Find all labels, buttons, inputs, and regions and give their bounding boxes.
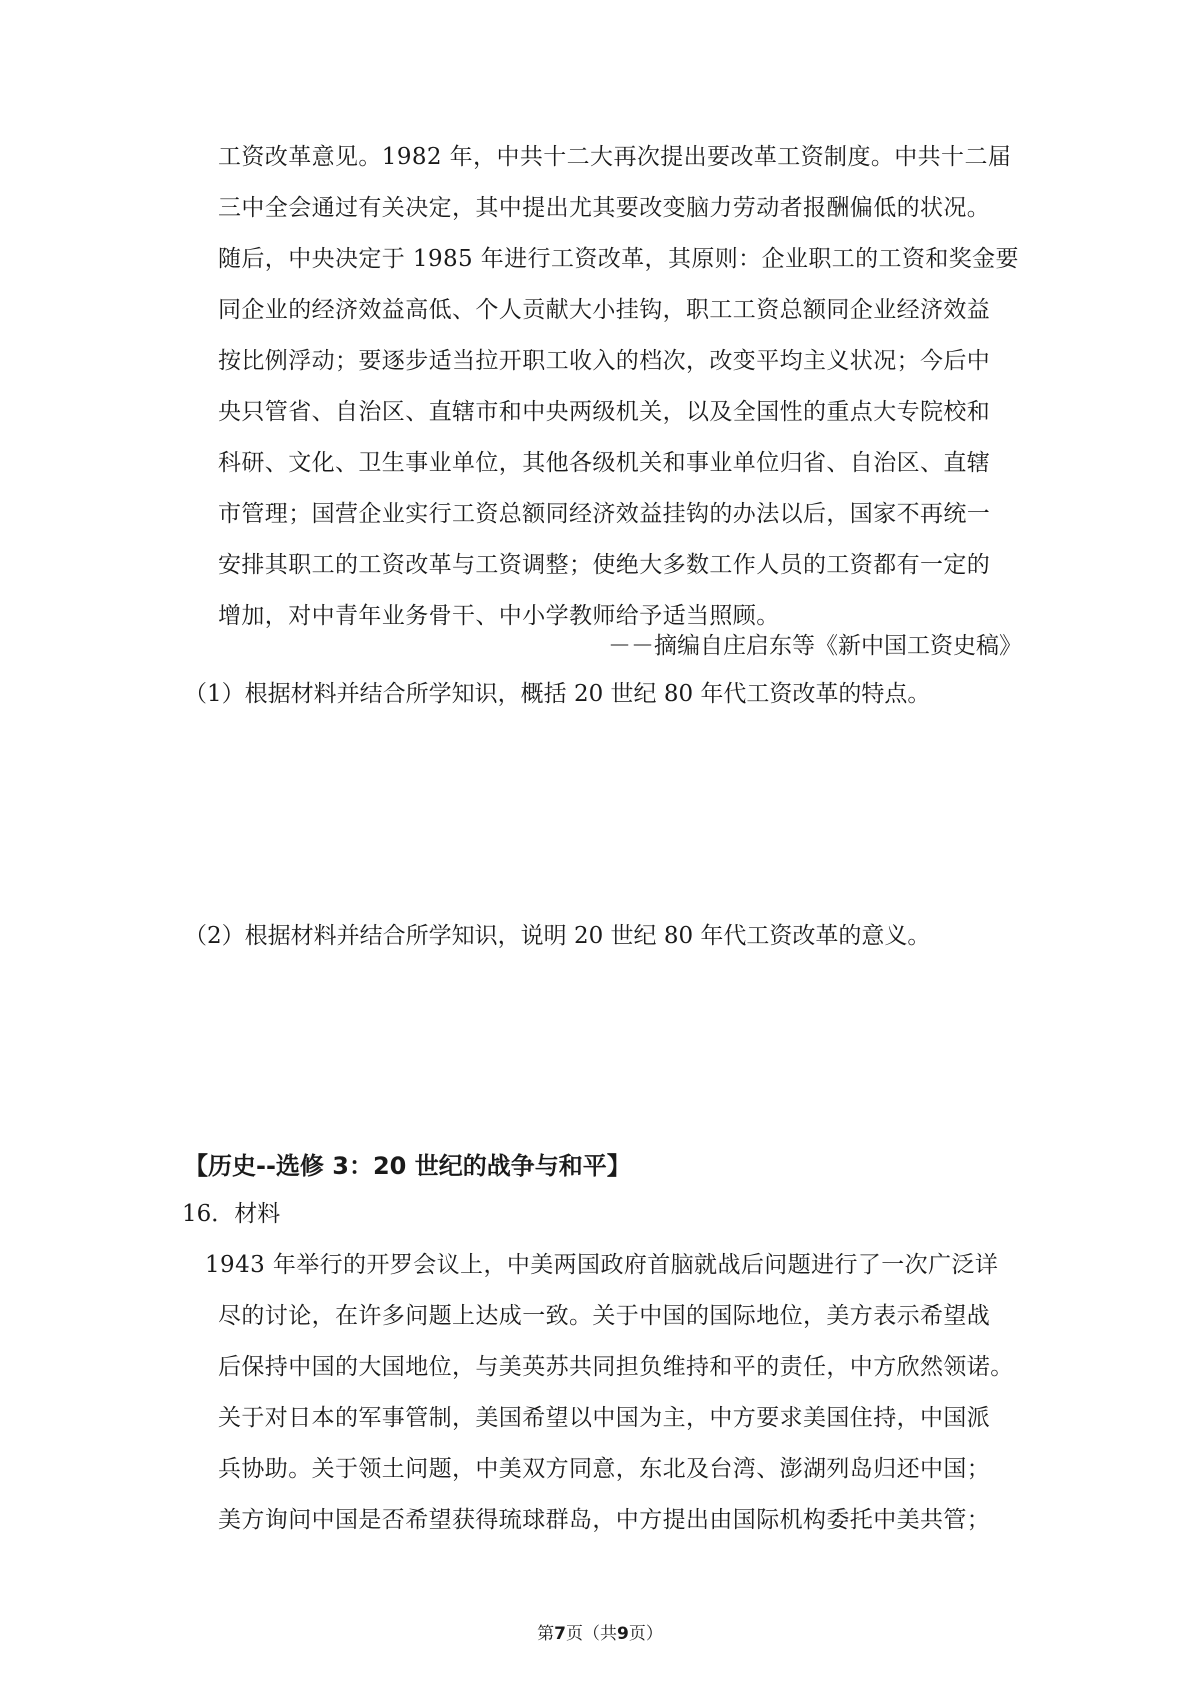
total-pages: 9 <box>617 1624 629 1644</box>
material-line: 央只管省、自治区、直辖市和中央两级机关，以及全国性的重点大专院校和 <box>218 399 991 425</box>
material-line: 1943 年举行的开罗会议上，中美两国政府首脑就战后问题进行了一次广泛详 <box>205 1252 999 1278</box>
material-source: －－摘编自庄启东等《新中国工资史稿》 <box>608 633 1022 659</box>
footer-prefix: 第 <box>537 1624 555 1644</box>
material-line: 同企业的经济效益高低、个人贡献大小挂钩，职工工资总额同企业经济效益 <box>218 297 991 323</box>
item-16-label: 16．材料 <box>182 1201 281 1227</box>
footer-middle: 页（共 <box>566 1624 617 1644</box>
page-footer <box>0 1622 1200 1646</box>
section-heading: 【历史--选修 3：20 世纪的战争与和平】 <box>184 1152 631 1180</box>
material-line: 三中全会通过有关决定，其中提出尤其要改变脑力劳动者报酬偏低的状况。 <box>218 195 991 221</box>
page-number: 7 <box>554 1624 566 1644</box>
footer-suffix: 页） <box>628 1624 663 1644</box>
material-line: 按比例浮动；要逐步适当拉开职工收入的档次，改变平均主义状况；今后中 <box>218 348 991 374</box>
material-line: 工资改革意见。1982 年，中共十二大再次提出要改革工资制度。中共十二届 <box>218 144 1012 170</box>
material-line: 科研、文化、卫生事业单位，其他各级机关和事业单位归省、自治区、直辖 <box>218 450 991 476</box>
material-passage-1 <box>218 132 1018 642</box>
material-line: 后保持中国的大国地位，与美英苏共同担负维持和平的责任，中方欣然领诺。 <box>218 1354 1014 1380</box>
question-1: （1）根据材料并结合所学知识，概括 20 世纪 80 年代工资改革的特点。 <box>184 681 931 707</box>
material-line: 安排其职工的工资改革与工资调整；使绝大多数工作人员的工资都有一定的 <box>218 552 991 578</box>
material-line: 兵协助。关于领土问题，中美双方同意，东北及台湾、澎湖列岛归还中国； <box>218 1456 991 1482</box>
material-line: 美方询问中国是否希望获得琉球群岛，中方提出由国际机构委托中美共管； <box>218 1507 991 1533</box>
material-line: 市管理；国营企业实行工资总额同经济效益挂钩的办法以后，国家不再统一 <box>218 501 991 527</box>
material-line: 随后，中央决定于 1985 年进行工资改革，其原则：企业职工的工资和奖金要 <box>218 246 1019 272</box>
material-passage-16 <box>205 1240 1014 1546</box>
material-line: 增加，对中青年业务骨干、中小学教师给予适当照顾。 <box>218 603 780 629</box>
question-2: （2）根据材料并结合所学知识，说明 20 世纪 80 年代工资改革的意义。 <box>184 923 931 949</box>
material-line: 关于对日本的军事管制，美国希望以中国为主，中方要求美国住持，中国派 <box>218 1405 991 1431</box>
material-line: 尽的讨论，在许多问题上达成一致。关于中国的国际地位，美方表示希望战 <box>218 1303 991 1329</box>
